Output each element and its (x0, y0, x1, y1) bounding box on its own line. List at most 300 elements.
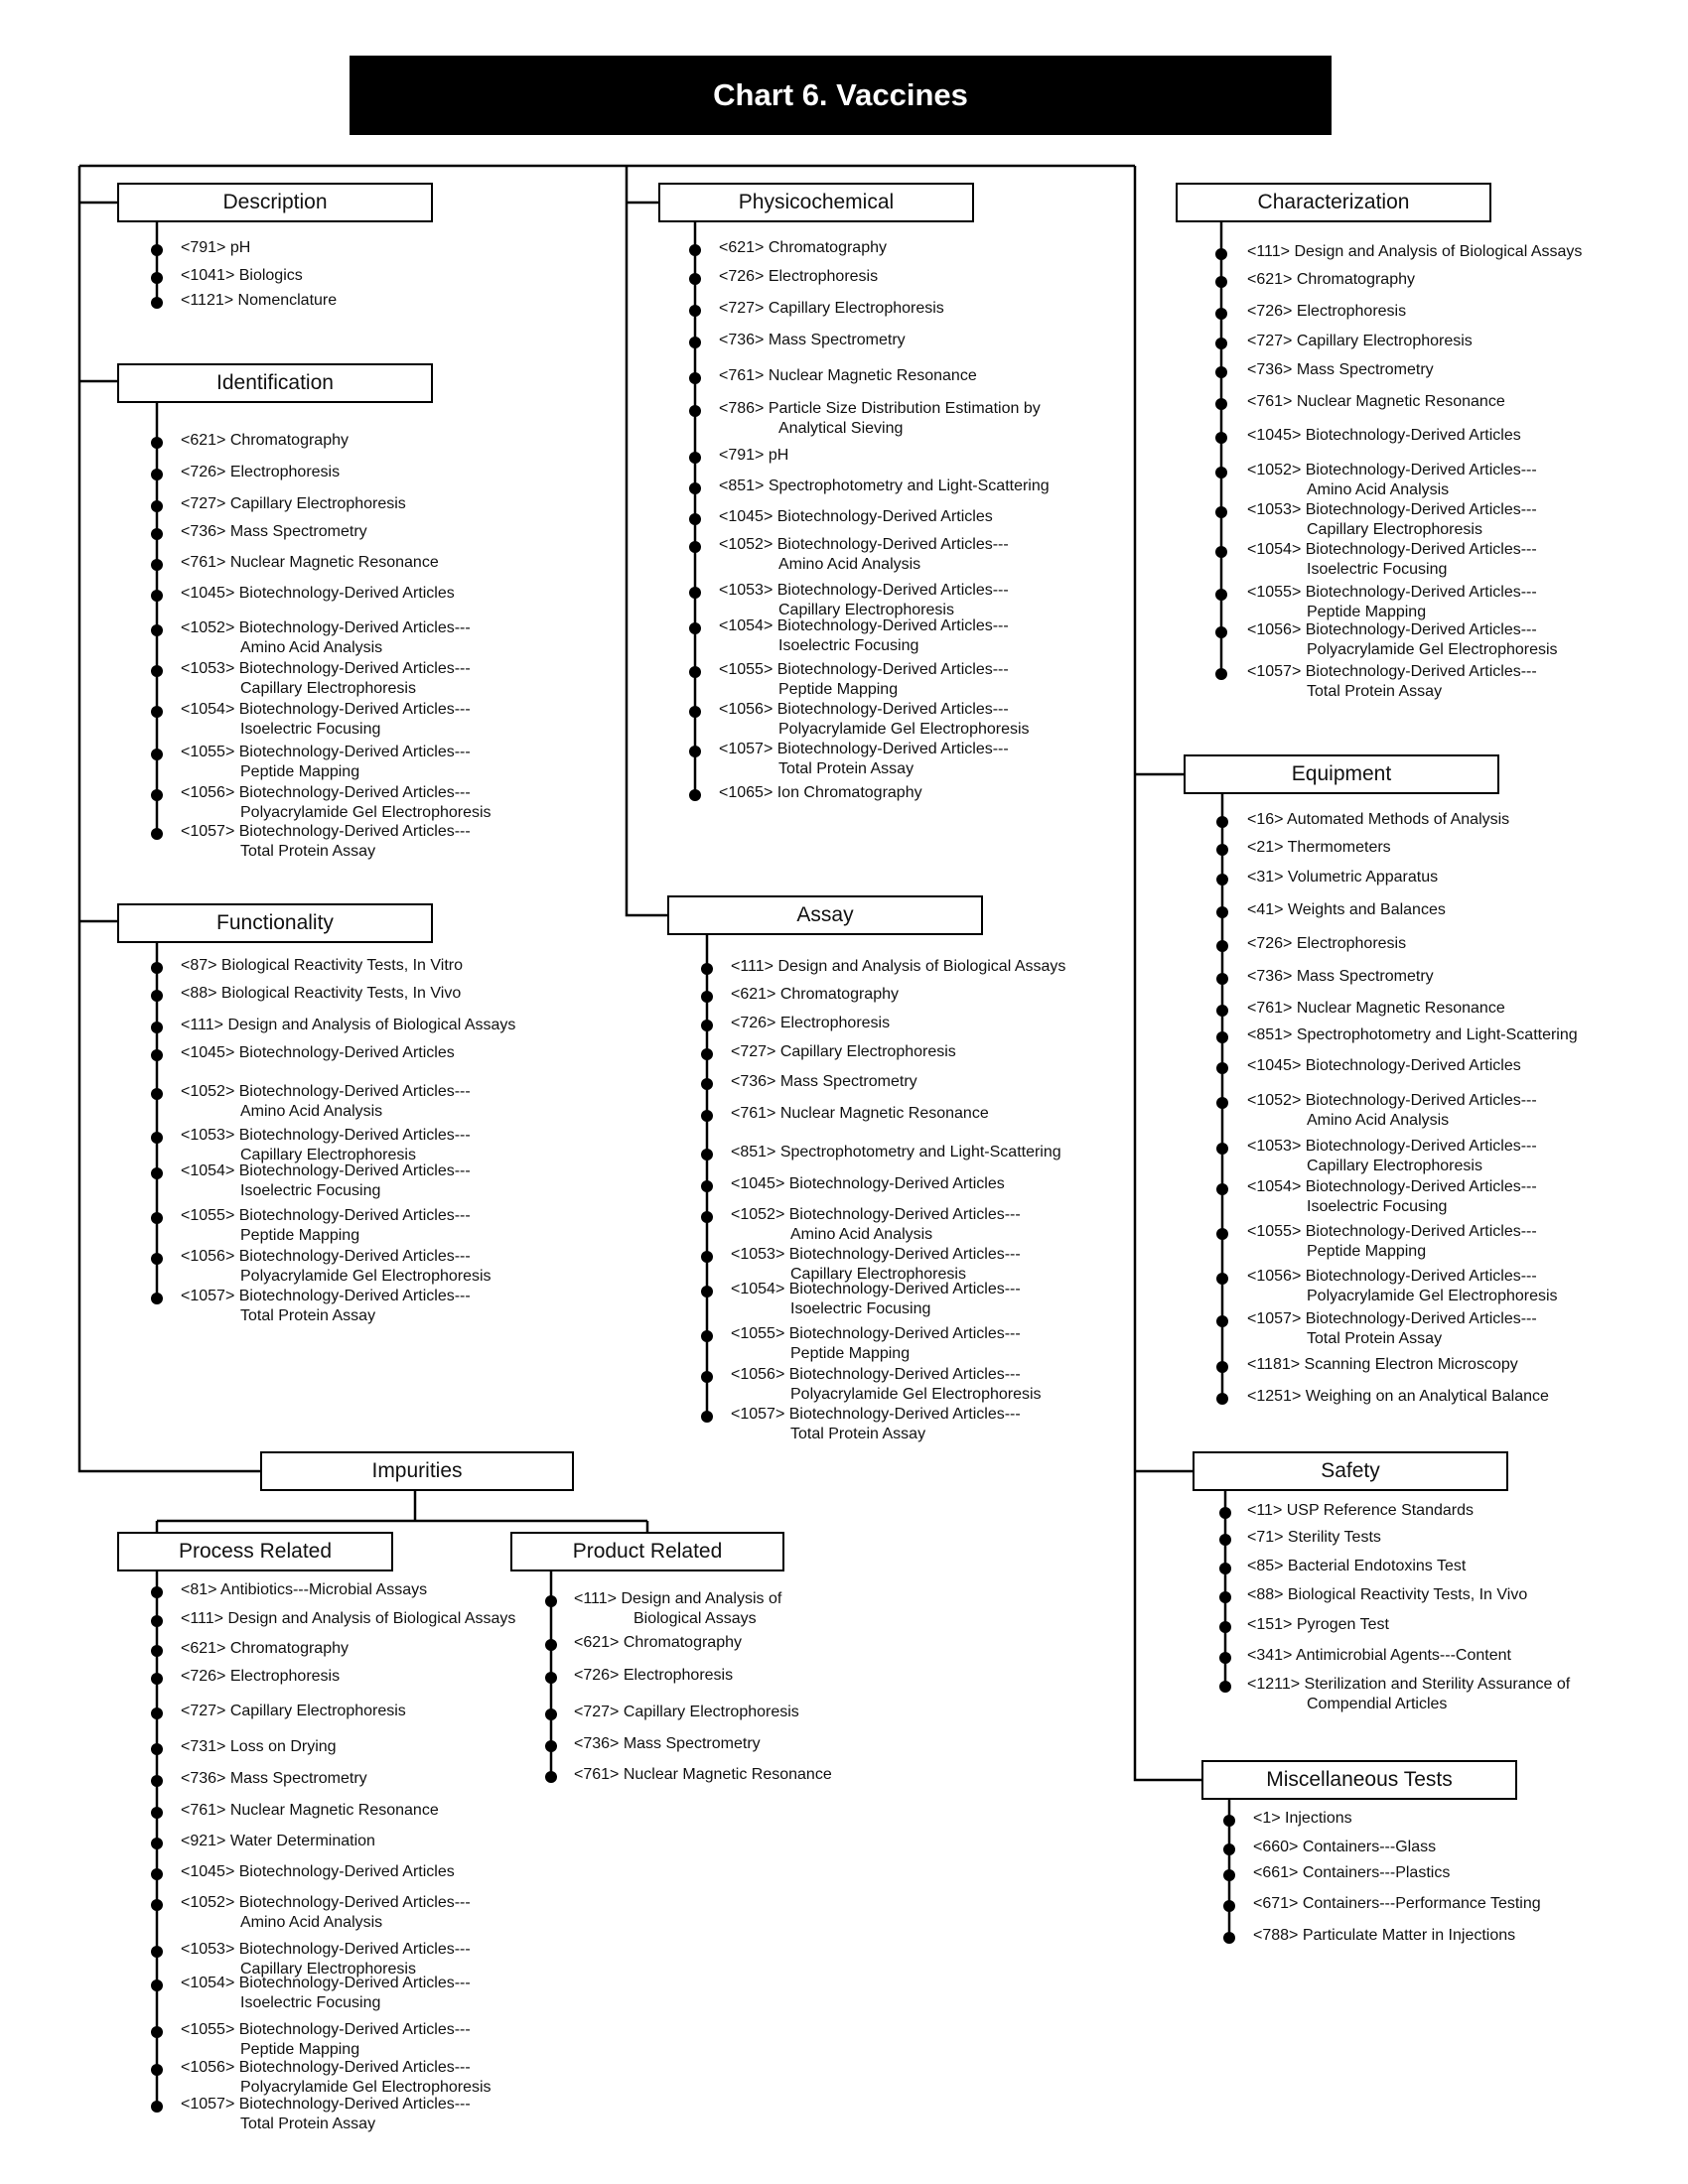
equipment-item: <851> Spectrophotometry and Light-Scattering (1247, 1026, 1578, 1043)
bullet-dot (689, 405, 701, 417)
characterization-item: <727> Capillary Electrophoresis (1247, 333, 1473, 349)
physicochemical-item (719, 700, 1030, 740)
assay-item: <621> Chromatography (731, 986, 899, 1003)
assay-item: <761> Nuclear Magnetic Resonance (731, 1105, 989, 1122)
bullet-dot (701, 1251, 713, 1263)
bullet-dot (545, 1771, 557, 1783)
safety-item: <71> Sterility Tests (1247, 1529, 1381, 1546)
bullet-dot (1223, 1932, 1235, 1944)
product-related-item: <736> Mass Spectrometry (574, 1735, 761, 1752)
bullet-dot (689, 789, 701, 801)
item-line-2: Analytical Sieving (778, 420, 904, 437)
item-line-1: <1052> Biotechnology-Derived Articles--- (1247, 462, 1537, 478)
process-related-item: <727> Capillary Electrophoresis (181, 1703, 406, 1719)
functionality-item: <1045> Biotechnology-Derived Articles (181, 1044, 455, 1061)
item-line-2: Polyacrylamide Gel Electrophoresis (240, 804, 492, 821)
bullet-dot (151, 1673, 163, 1685)
assay-header: Assay (667, 895, 983, 935)
item-line-1: <1052> Biotechnology-Derived Articles--- (181, 619, 471, 636)
item-line-2: Isoelectric Focusing (790, 1300, 931, 1317)
bullet-dot (151, 1212, 163, 1224)
safety-item: <85> Bacterial Endotoxins Test (1247, 1558, 1467, 1574)
bullet-dot (689, 541, 701, 553)
process-related-item (181, 2020, 471, 2060)
bullet-dot (151, 1946, 163, 1958)
identification-item (181, 822, 471, 862)
functionality-item (181, 1126, 471, 1165)
functionality-item (181, 1161, 471, 1201)
bullet-dot (1219, 1652, 1231, 1664)
item-line-1: <1056> Biotechnology-Derived Articles--- (719, 701, 1009, 718)
bullet-dot (151, 437, 163, 449)
bullet-dot (1215, 338, 1227, 349)
bullet-dot (701, 991, 713, 1003)
item-line-1: <1055> Biotechnology-Derived Articles--- (181, 744, 471, 760)
misc-item: <788> Particulate Matter in Injections (1253, 1927, 1516, 1944)
bullet-dot (545, 1595, 557, 1607)
characterization-item: <726> Electrophoresis (1247, 303, 1407, 320)
bullet-dot (701, 1411, 713, 1423)
item-line-2: Peptide Mapping (240, 1227, 360, 1244)
process-related-header: Process Related (117, 1532, 393, 1571)
bullet-dot (151, 2026, 163, 2038)
assay-item: <1045> Biotechnology-Derived Articles (731, 1175, 1005, 1192)
physicochemical-item: <1045> Biotechnology-Derived Articles (719, 508, 993, 525)
item-line-1: <1054> Biotechnology-Derived Articles--- (181, 701, 471, 718)
item-line-2: Amino Acid Analysis (1307, 481, 1450, 498)
bullet-dot (1216, 1228, 1228, 1240)
process-related-item (181, 2095, 471, 2134)
assay-item: <851> Spectrophotometry and Light-Scattering (731, 1144, 1061, 1160)
equipment-item: <21> Thermometers (1247, 839, 1391, 856)
bullet-dot (701, 1286, 713, 1297)
item-line-1: <1056> Biotechnology-Derived Articles--- (1247, 621, 1537, 638)
bullet-dot (1216, 906, 1228, 918)
chart-title: Chart 6. Vaccines (350, 56, 1332, 135)
bullet-dot (1215, 248, 1227, 260)
process-related-item: <736> Mass Spectrometry (181, 1770, 367, 1787)
bullet-dot (1215, 467, 1227, 478)
process-related-item: <1045> Biotechnology-Derived Articles (181, 1863, 455, 1880)
item-line-2: Peptide Mapping (790, 1345, 911, 1362)
bullet-dot (1215, 398, 1227, 410)
bullet-dot (545, 1708, 557, 1720)
bullet-dot (545, 1672, 557, 1684)
bullet-dot (151, 1088, 163, 1100)
bullet-dot (1216, 844, 1228, 856)
safety-header: Safety (1193, 1451, 1508, 1491)
misc-header: Miscellaneous Tests (1201, 1760, 1517, 1800)
item-line-1: <1054> Biotechnology-Derived Articles--- (731, 1281, 1021, 1297)
equipment-item (1247, 1309, 1537, 1349)
physicochemical-item: <791> pH (719, 447, 789, 464)
bullet-dot (1215, 668, 1227, 680)
functionality-item: <111> Design and Analysis of Biological Assays (181, 1017, 516, 1033)
bullet-dot (1215, 506, 1227, 518)
product-related-item: <761> Nuclear Magnetic Resonance (574, 1766, 832, 1783)
identification-item (181, 659, 471, 699)
misc-item: <1> Injections (1253, 1810, 1352, 1827)
assay-item (731, 1280, 1021, 1319)
bullet-dot (151, 1775, 163, 1787)
item-line-1: <1053> Biotechnology-Derived Articles--- (731, 1246, 1021, 1263)
product-related-item (574, 1589, 781, 1629)
process-related-item (181, 1974, 471, 2013)
functionality-item (181, 1247, 492, 1287)
item-line-1: <1053> Biotechnology-Derived Articles--- (181, 1127, 471, 1144)
item-line-2: Polyacrylamide Gel Electrophoresis (1307, 641, 1558, 658)
process-related-item (181, 1893, 471, 1933)
bullet-dot (701, 1211, 713, 1223)
safety-item: <341> Antimicrobial Agents---Content (1247, 1647, 1511, 1664)
bullet-dot (151, 1807, 163, 1819)
item-line-1: <1056> Biotechnology-Derived Articles--- (1247, 1268, 1537, 1285)
physicochemical-item: <1065> Ion Chromatography (719, 784, 922, 801)
bullet-dot (1216, 1062, 1228, 1074)
item-line-1: <1057> Biotechnology-Derived Articles--- (181, 823, 471, 840)
bullet-dot (701, 1149, 713, 1160)
item-line-1: <1055> Biotechnology-Derived Articles--- (731, 1325, 1021, 1342)
equipment-item: <1045> Biotechnology-Derived Articles (1247, 1057, 1521, 1074)
bullet-dot (1223, 1843, 1235, 1855)
physicochemical-item: <851> Spectrophotometry and Light-Scattering (719, 478, 1050, 494)
bullet-dot (151, 469, 163, 480)
equipment-item (1247, 1137, 1537, 1176)
item-line-2: Isoelectric Focusing (778, 637, 919, 654)
identification-item: <736> Mass Spectrometry (181, 523, 367, 540)
equipment-item: <1251> Weighing on an Analytical Balance (1247, 1388, 1549, 1405)
bullet-dot (1223, 1869, 1235, 1881)
bullet-dot (1215, 432, 1227, 444)
bullet-dot (151, 1979, 163, 1991)
item-line-2: Total Protein Assay (240, 843, 376, 860)
bullet-dot (701, 1078, 713, 1090)
bullet-dot (1215, 366, 1227, 378)
assay-item: <736> Mass Spectrometry (731, 1073, 917, 1090)
item-line-1: <1055> Biotechnology-Derived Articles--- (719, 661, 1009, 678)
equipment-item: <41> Weights and Balances (1247, 901, 1446, 918)
bullet-dot (1216, 1315, 1228, 1327)
assay-item (731, 1365, 1042, 1405)
item-line-2: Compendial Articles (1307, 1696, 1448, 1712)
identification-item (181, 743, 471, 782)
item-line-1: <1056> Biotechnology-Derived Articles--- (181, 784, 471, 801)
item-line-1: <1052> Biotechnology-Derived Articles--- (1247, 1092, 1537, 1109)
bullet-dot (1216, 940, 1228, 952)
bullet-dot (1216, 1031, 1228, 1043)
item-line-1: <1056> Biotechnology-Derived Articles--- (731, 1366, 1021, 1383)
item-line-2: Biological Assays (633, 1610, 757, 1627)
bullet-dot (151, 1253, 163, 1265)
item-line-1: <1055> Biotechnology-Derived Articles--- (1247, 584, 1537, 601)
bullet-dot (151, 500, 163, 512)
item-line-2: Total Protein Assay (1307, 683, 1443, 700)
equipment-item: <1181> Scanning Electron Microscopy (1247, 1356, 1518, 1373)
bullet-dot (1216, 1183, 1228, 1195)
bullet-dot (151, 1167, 163, 1179)
bullet-dot (701, 1180, 713, 1192)
identification-item: <761> Nuclear Magnetic Resonance (181, 554, 439, 571)
description-header: Description (117, 183, 433, 222)
item-line-2: Polyacrylamide Gel Electrophoresis (1307, 1288, 1558, 1304)
bullet-dot (151, 559, 163, 571)
bullet-dot (151, 1586, 163, 1598)
product-related-header: Product Related (510, 1532, 784, 1571)
physicochemical-item: <621> Chromatography (719, 239, 887, 256)
bullet-dot (701, 1020, 713, 1031)
equipment-header: Equipment (1184, 754, 1499, 794)
bullet-dot (1216, 1143, 1228, 1155)
bullet-dot (701, 1330, 713, 1342)
characterization-header: Characterization (1176, 183, 1491, 222)
equipment-item: <761> Nuclear Magnetic Resonance (1247, 1000, 1505, 1017)
bullet-dot (1219, 1621, 1231, 1633)
bullet-dot (1215, 589, 1227, 601)
characterization-item (1247, 500, 1537, 540)
bullet-dot (151, 2064, 163, 2076)
item-line-2: Polyacrylamide Gel Electrophoresis (240, 1268, 492, 1285)
bullet-dot (151, 1022, 163, 1033)
bullet-dot (1215, 546, 1227, 558)
item-line-2: Total Protein Assay (1307, 1330, 1443, 1347)
item-line-2: Polyacrylamide Gel Electrophoresis (778, 721, 1030, 738)
equipment-item: <726> Electrophoresis (1247, 935, 1407, 952)
frame-right-line (1135, 166, 1201, 1780)
item-line-1: <786> Particle Size Distribution Estimation by (719, 400, 1041, 417)
item-line-1: <1054> Biotechnology-Derived Articles--- (719, 617, 1009, 634)
item-line-2: Capillary Electrophoresis (240, 1961, 416, 1978)
process-related-item: <81> Antibiotics---Microbial Assays (181, 1581, 428, 1598)
assay-item (731, 1405, 1021, 1444)
characterization-item: <1045> Biotechnology-Derived Articles (1247, 427, 1521, 444)
bullet-dot (1219, 1534, 1231, 1546)
bullet-dot (151, 528, 163, 540)
bullet-dot (151, 706, 163, 718)
item-line-1: <1055> Biotechnology-Derived Articles--- (181, 1207, 471, 1224)
identification-item (181, 618, 471, 658)
item-line-1: <1054> Biotechnology-Derived Articles--- (181, 1975, 471, 1991)
item-line-2: Isoelectric Focusing (1307, 561, 1448, 578)
bullet-dot (689, 337, 701, 348)
identification-item: <621> Chromatography (181, 432, 349, 449)
bullet-dot (151, 1899, 163, 1911)
characterization-item (1247, 620, 1558, 660)
item-line-2: Peptide Mapping (240, 763, 360, 780)
functionality-item (181, 1206, 471, 1246)
characterization-item (1247, 461, 1537, 500)
item-line-1: <1053> Biotechnology-Derived Articles--- (181, 660, 471, 677)
process-related-item: <111> Design and Analysis of Biological Assays (181, 1610, 516, 1627)
bullet-dot (1219, 1507, 1231, 1519)
bullet-dot (151, 1707, 163, 1719)
bullet-dot (151, 590, 163, 602)
bullet-dot (1216, 816, 1228, 828)
description-item: <1121> Nomenclature (181, 292, 338, 309)
safety-item (1247, 1675, 1570, 1714)
bullet-dot (1216, 1361, 1228, 1373)
process-related-item: <726> Electrophoresis (181, 1668, 341, 1685)
assay-item (731, 1205, 1021, 1245)
bullet-dot (689, 372, 701, 384)
item-line-1: <1057> Biotechnology-Derived Articles--- (181, 2096, 471, 2113)
bullet-dot (151, 1743, 163, 1755)
characterization-item: <111> Design and Analysis of Biological Assays (1247, 243, 1583, 260)
bullet-dot (545, 1740, 557, 1752)
item-line-2: Capillary Electrophoresis (240, 1147, 416, 1163)
item-line-2: Peptide Mapping (1307, 1243, 1427, 1260)
physicochemical-item (719, 616, 1009, 656)
item-line-1: <1054> Biotechnology-Derived Articles--- (1247, 1178, 1537, 1195)
bullet-dot (689, 513, 701, 525)
physicochemical-item: <736> Mass Spectrometry (719, 332, 906, 348)
process-related-item: <731> Loss on Drying (181, 1738, 337, 1755)
item-line-2: Peptide Mapping (240, 2041, 360, 2058)
bullet-dot (701, 1371, 713, 1383)
identification-item: <726> Electrophoresis (181, 464, 341, 480)
product-related-item: <726> Electrophoresis (574, 1667, 734, 1684)
item-line-1: <1052> Biotechnology-Derived Articles--- (731, 1206, 1021, 1223)
item-line-1: <1055> Biotechnology-Derived Articles--- (1247, 1223, 1537, 1240)
assay-item (731, 1245, 1021, 1285)
item-line-2: Amino Acid Analysis (240, 1914, 383, 1931)
bullet-dot (151, 1838, 163, 1849)
bullet-dot (151, 244, 163, 256)
process-related-item: <921> Water Determination (181, 1833, 375, 1849)
bullet-dot (151, 828, 163, 840)
physicochemical-item (719, 581, 1009, 620)
bullet-dot (701, 1110, 713, 1122)
equipment-item: <16> Automated Methods of Analysis (1247, 811, 1510, 828)
process-related-item: <761> Nuclear Magnetic Resonance (181, 1802, 439, 1819)
assay-item (731, 1324, 1021, 1364)
physicochemical-item: <727> Capillary Electrophoresis (719, 300, 944, 317)
identification-item: <1045> Biotechnology-Derived Articles (181, 585, 455, 602)
physicochemical-header: Physicochemical (658, 183, 974, 222)
bullet-dot (1216, 1273, 1228, 1285)
bullet-dot (151, 272, 163, 284)
functionality-item (181, 1287, 471, 1326)
bullet-dot (151, 962, 163, 974)
bullet-dot (151, 990, 163, 1002)
bullet-dot (151, 1615, 163, 1627)
item-line-1: <1052> Biotechnology-Derived Articles--- (181, 1083, 471, 1100)
description-item: <791> pH (181, 239, 251, 256)
safety-item: <88> Biological Reactivity Tests, In Vivo (1247, 1586, 1528, 1603)
safety-item: <151> Pyrogen Test (1247, 1616, 1389, 1633)
identification-item: <727> Capillary Electrophoresis (181, 495, 406, 512)
bullet-dot (151, 1293, 163, 1304)
misc-item: <671> Containers---Performance Testing (1253, 1895, 1541, 1912)
bullet-dot (151, 789, 163, 801)
bullet-dot (1215, 308, 1227, 320)
item-line-2: Amino Acid Analysis (790, 1226, 933, 1243)
bullet-dot (689, 305, 701, 317)
bullet-dot (689, 622, 701, 634)
identification-item (181, 783, 492, 823)
identification-item (181, 700, 471, 740)
item-line-1: <1057> Biotechnology-Derived Articles--- (731, 1406, 1021, 1423)
bullet-dot (689, 244, 701, 256)
physicochemical-item (719, 660, 1009, 700)
bullet-dot (1215, 626, 1227, 638)
bullet-dot (689, 666, 701, 678)
item-line-2: Peptide Mapping (778, 681, 899, 698)
bullet-dot (151, 2101, 163, 2113)
equipment-item: <31> Volumetric Apparatus (1247, 869, 1439, 886)
item-line-2: Isoelectric Focusing (1307, 1198, 1448, 1215)
item-line-1: <1055> Biotechnology-Derived Articles--- (181, 2021, 471, 2038)
process-related-item (181, 2058, 492, 2098)
identification-header: Identification (117, 363, 433, 403)
bullet-dot (1215, 276, 1227, 288)
item-line-2: Isoelectric Focusing (240, 1994, 381, 2011)
bullet-dot (151, 665, 163, 677)
assay-item: <726> Electrophoresis (731, 1015, 891, 1031)
bullet-dot (1223, 1815, 1235, 1827)
item-line-1: <1056> Biotechnology-Derived Articles--- (181, 2059, 471, 2076)
functionality-item: <87> Biological Reactivity Tests, In Vitro (181, 957, 463, 974)
characterization-item (1247, 540, 1537, 580)
bullet-dot (689, 746, 701, 757)
equipment-item (1247, 1091, 1537, 1131)
bullet-dot (1216, 1097, 1228, 1109)
misc-item: <660> Containers---Glass (1253, 1839, 1437, 1855)
characterization-item: <761> Nuclear Magnetic Resonance (1247, 393, 1505, 410)
equipment-item: <736> Mass Spectrometry (1247, 968, 1434, 985)
item-line-2: Capillary Electrophoresis (1307, 521, 1482, 538)
bullet-dot (689, 482, 701, 494)
equipment-item (1247, 1222, 1537, 1262)
physicochemical-item: <726> Electrophoresis (719, 268, 879, 285)
item-line-1: <1053> Biotechnology-Derived Articles--- (1247, 501, 1537, 518)
physicochemical-item (719, 740, 1009, 779)
characterization-item: <621> Chromatography (1247, 271, 1415, 288)
item-line-1: <1052> Biotechnology-Derived Articles--- (719, 536, 1009, 553)
assay-item: <727> Capillary Electrophoresis (731, 1043, 956, 1060)
item-line-2: Isoelectric Focusing (240, 1182, 381, 1199)
physicochemical-item (719, 535, 1009, 575)
description-item: <1041> Biologics (181, 267, 303, 284)
bullet-dot (689, 706, 701, 718)
bullet-dot (1223, 1900, 1235, 1912)
item-line-2: Amino Acid Analysis (1307, 1112, 1450, 1129)
assay-item: <111> Design and Analysis of Biological Assays (731, 958, 1066, 975)
characterization-item (1247, 662, 1537, 702)
item-line-1: <1052> Biotechnology-Derived Articles--- (181, 1894, 471, 1911)
bullet-dot (151, 749, 163, 760)
bullet-dot (1219, 1681, 1231, 1693)
functionality-item (181, 1082, 471, 1122)
bullet-dot (1216, 1005, 1228, 1017)
bullet-dot (151, 624, 163, 636)
bullet-dot (151, 1868, 163, 1880)
item-line-2: Amino Acid Analysis (240, 639, 383, 656)
item-line-1: <1057> Biotechnology-Derived Articles--- (719, 741, 1009, 757)
bullet-dot (1216, 874, 1228, 886)
functionality-item: <88> Biological Reactivity Tests, In Vivo (181, 985, 462, 1002)
item-line-2: Total Protein Assay (778, 760, 914, 777)
item-line-2: Polyacrylamide Gel Electrophoresis (790, 1386, 1042, 1403)
characterization-item: <736> Mass Spectrometry (1247, 361, 1434, 378)
bullet-dot (151, 1645, 163, 1657)
physicochemical-item: <761> Nuclear Magnetic Resonance (719, 367, 977, 384)
item-line-1: <111> Design and Analysis of (574, 1590, 782, 1607)
item-line-2: Capillary Electrophoresis (778, 602, 954, 618)
item-line-1: <1057> Biotechnology-Derived Articles--- (1247, 663, 1537, 680)
item-line-2: Capillary Electrophoresis (1307, 1158, 1482, 1174)
item-line-2: Capillary Electrophoresis (240, 680, 416, 697)
item-line-2: Total Protein Assay (240, 2116, 376, 2132)
